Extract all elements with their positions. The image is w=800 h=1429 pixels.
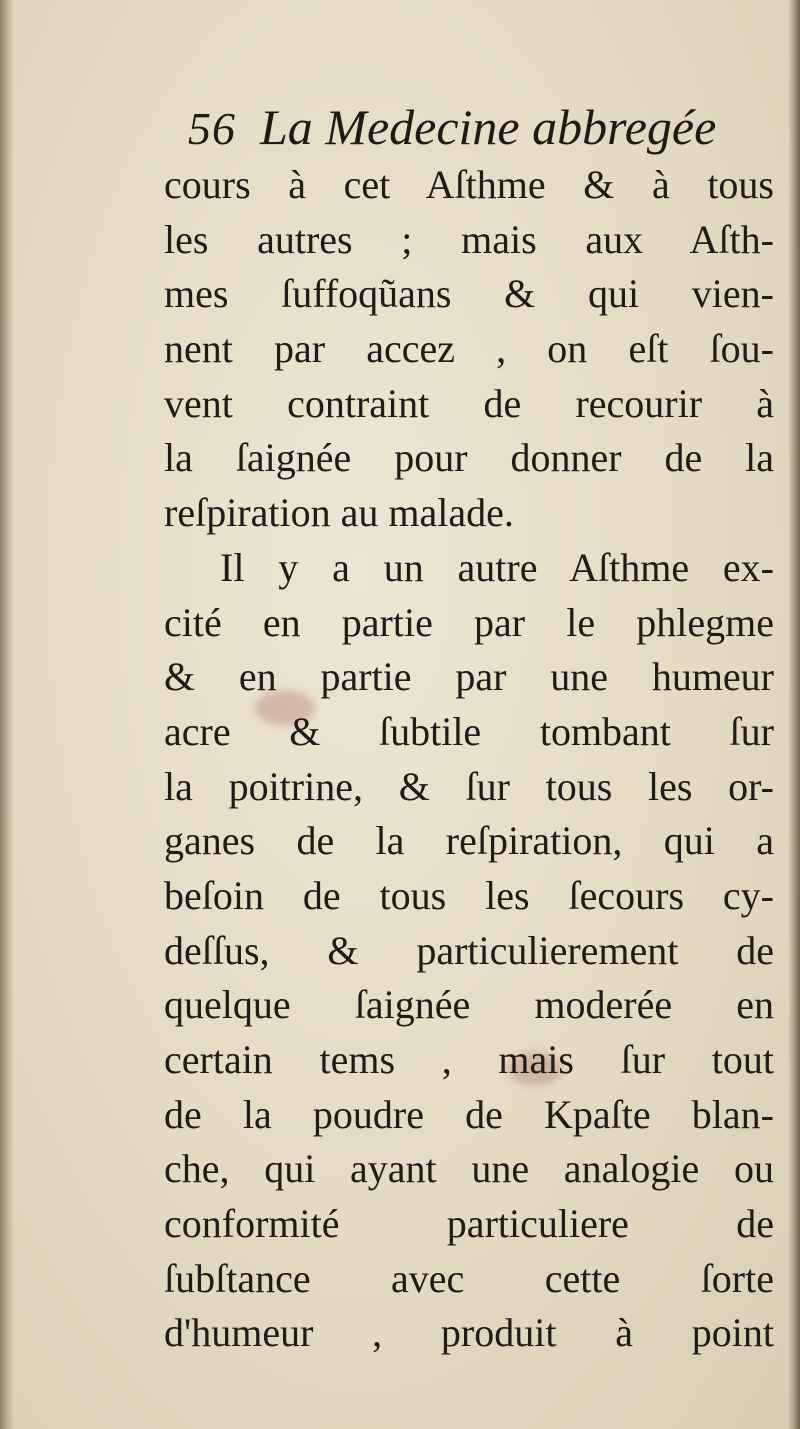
- page-edge-shadow: [788, 0, 800, 1429]
- text-line: reſpiration au malade.: [164, 490, 514, 536]
- text-line: che, qui ayant une analogie ou: [164, 1146, 774, 1192]
- text-line: d'humeur , produit à point: [164, 1310, 774, 1356]
- text-line: la poitrine, & ſur tous les or-: [164, 763, 774, 809]
- text-line: de la poudre de Kpaſte blan-: [164, 1091, 774, 1137]
- text-line: acre & ſubtile tombant ſur: [164, 708, 774, 754]
- running-title: La Medecine abbregée: [260, 99, 717, 155]
- text-line: ſubſtance avec cette ſorte: [164, 1255, 774, 1301]
- text-line: deſſus, & particulierement de: [164, 927, 774, 973]
- page-gutter-shadow: [0, 0, 14, 1429]
- text-line: cours à cet Aſthme & à tous: [164, 162, 774, 207]
- text-line: certain tems , mais ſur tout: [164, 1037, 774, 1082]
- text-line: vent contraint de recourir à: [164, 380, 774, 426]
- text-line: quelque ſaignée moderée en: [164, 982, 774, 1028]
- text-line: nent par accez , on eſt ſou-: [164, 326, 774, 372]
- text-line: & en partie par une humeur: [164, 654, 774, 700]
- text-line: beſoin de tous les ſecours cy-: [164, 872, 774, 918]
- paragraph-start-line: Il y a un autre Aſthme ex-: [220, 544, 774, 590]
- text-line: les autres ; mais aux Aſth-: [164, 216, 774, 262]
- page-number: 56: [188, 103, 236, 154]
- text-line: la ſaignée pour donner de la: [164, 435, 774, 481]
- body-text: [164, 158, 774, 1361]
- text-line: cité en partie par le phlegme: [164, 599, 774, 645]
- text-line: conformité particuliere de: [164, 1201, 774, 1247]
- text-line: ganes de la reſpiration, qui a: [164, 818, 774, 864]
- text-line: mes ſuffoqũans & qui vien-: [164, 271, 774, 317]
- page-header: [188, 98, 778, 160]
